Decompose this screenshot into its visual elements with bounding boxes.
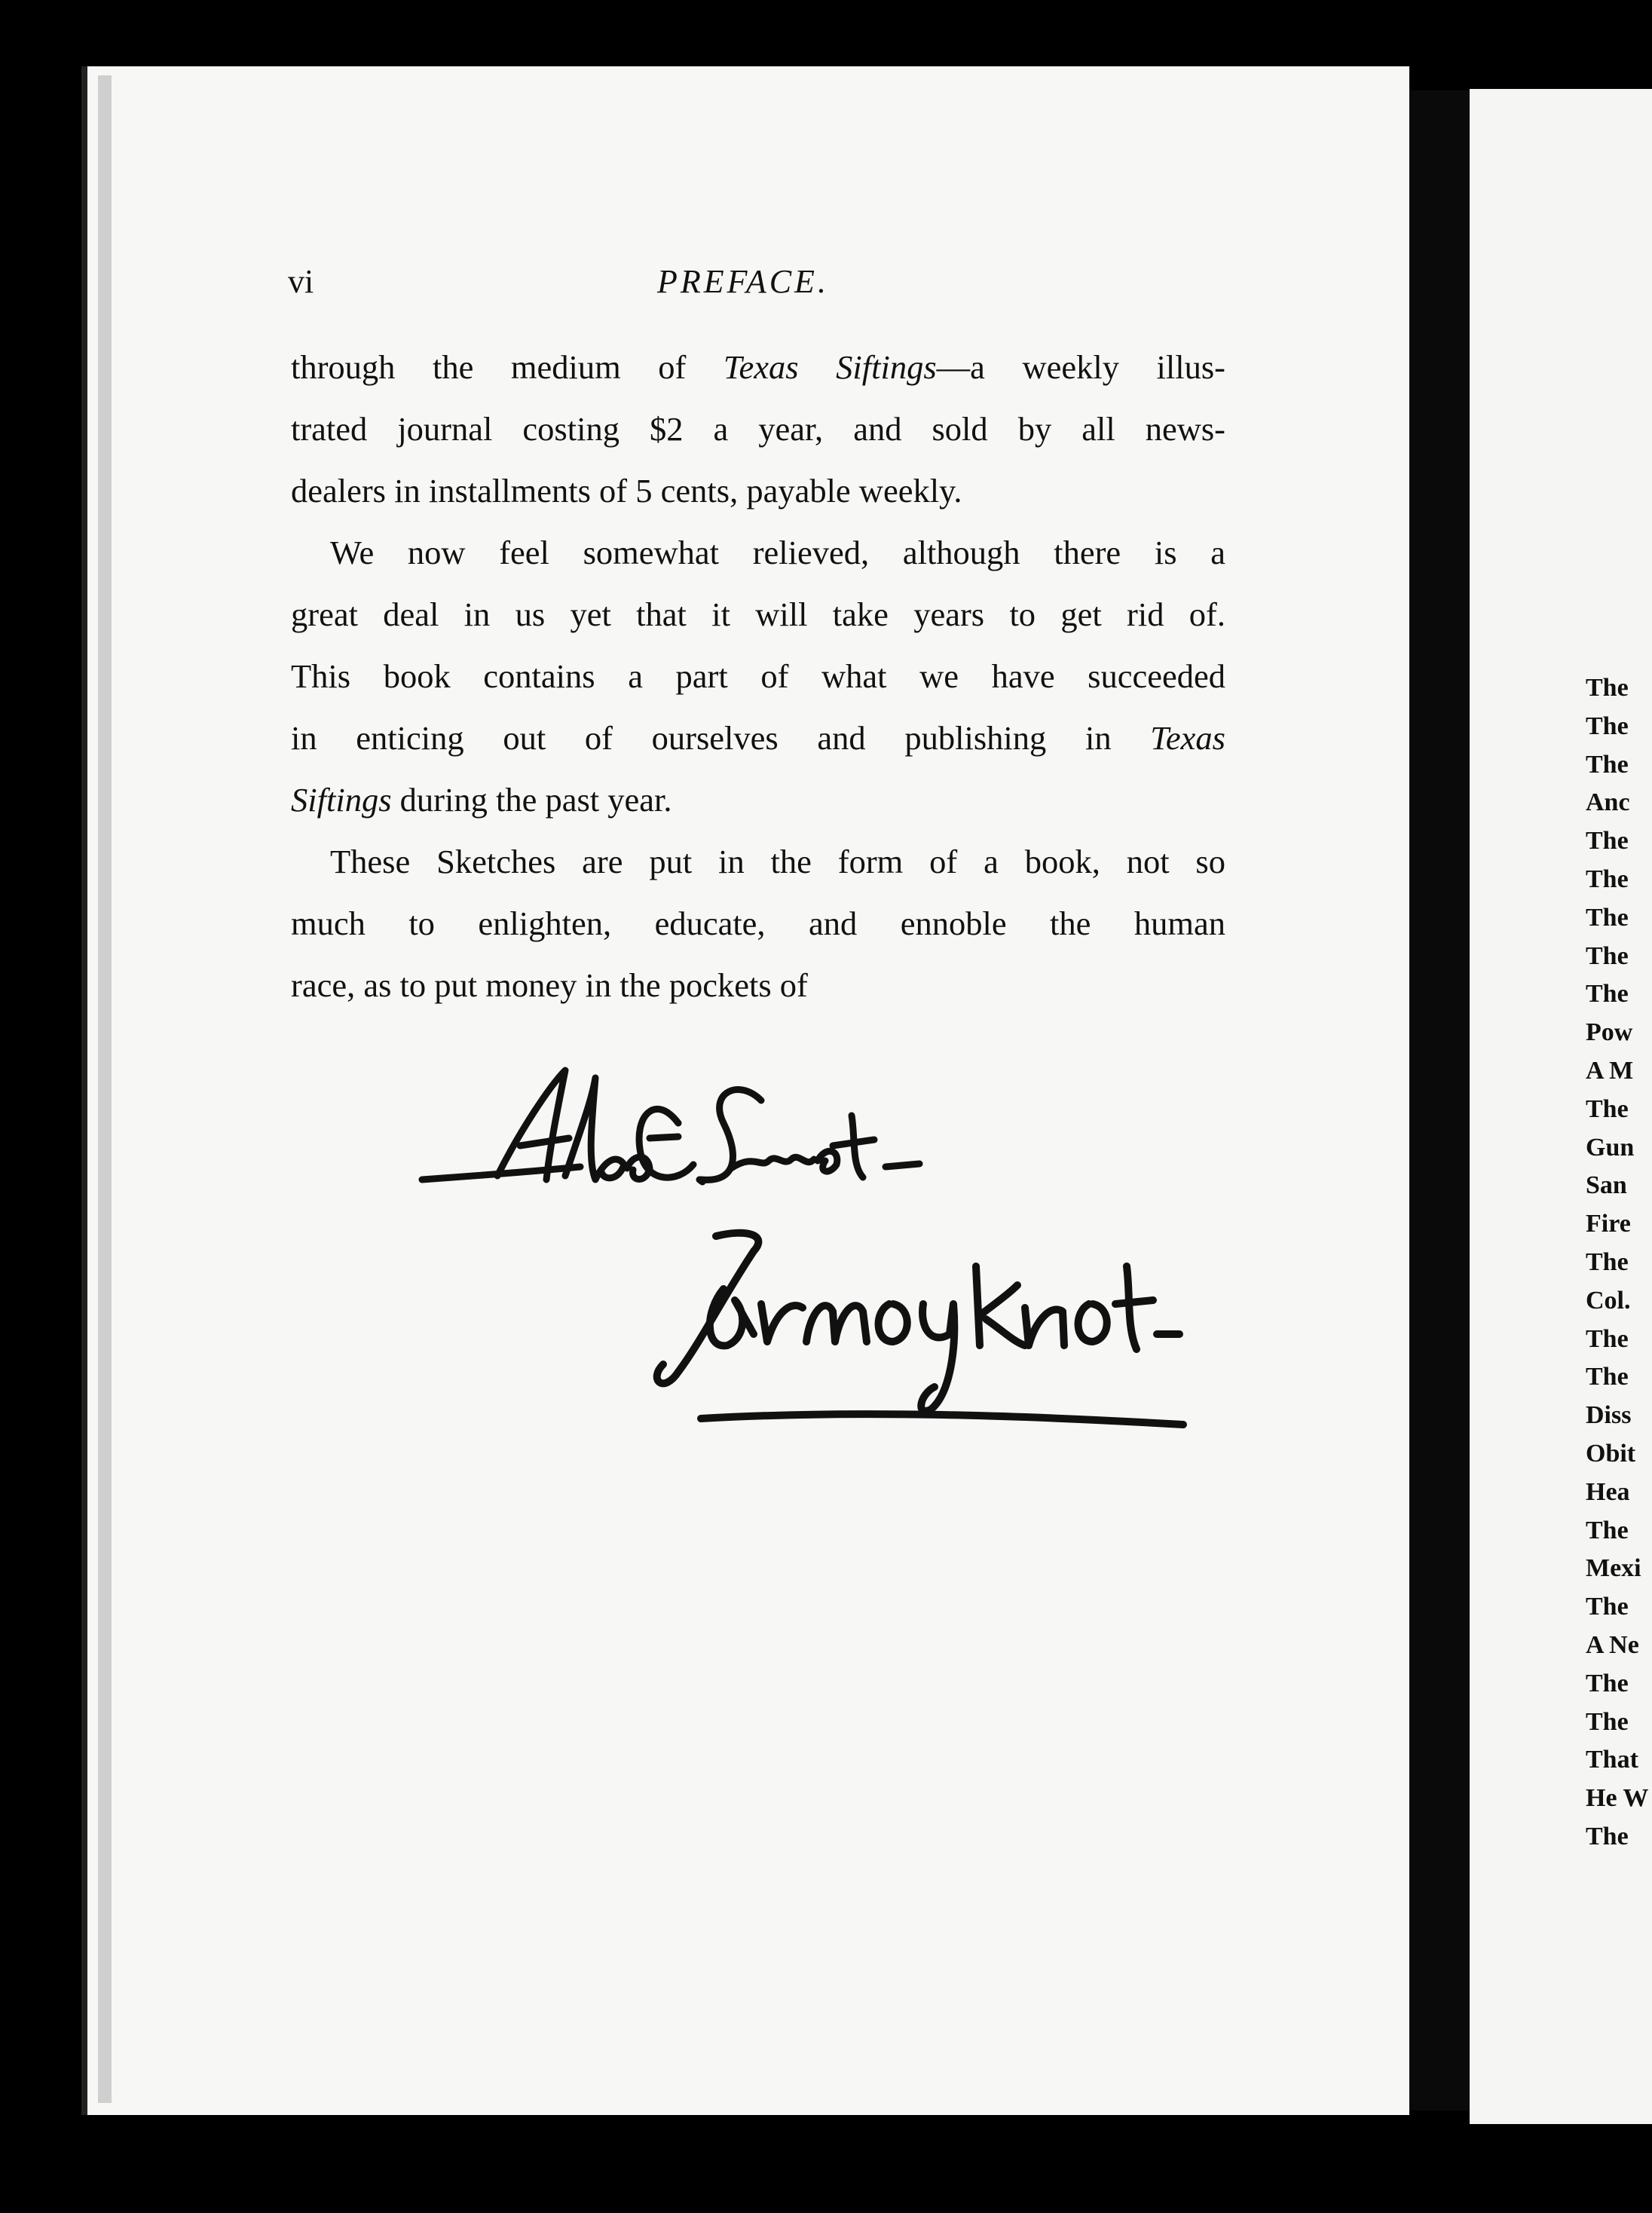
toc-entry: The: [1586, 674, 1629, 702]
toc-entry: Fire: [1586, 1210, 1631, 1238]
toc-entry: The: [1586, 1516, 1629, 1544]
text-line: We now feel somewhat relieved, although there is a: [330, 534, 1225, 571]
toc-entry: Col.: [1586, 1286, 1631, 1315]
toc-entry: The: [1586, 712, 1629, 740]
toc-entry: The: [1586, 941, 1629, 970]
text-line: much to enlighten, educate, and ennoble the human: [291, 904, 1225, 942]
toc-entry: The: [1586, 827, 1629, 856]
text-line: Siftings during the past year.: [291, 781, 672, 819]
toc-entry: The: [1586, 903, 1629, 932]
toc-entry: The: [1586, 1363, 1629, 1391]
toc-entry: The: [1586, 750, 1629, 779]
preface-text: [291, 336, 1225, 1016]
toc-entry: A M: [1586, 1056, 1634, 1085]
facing-page-toc: [1586, 669, 1648, 1856]
page-title: PREFACE.: [657, 263, 829, 300]
toc-entry: Diss: [1586, 1401, 1632, 1430]
toc-entry: He W: [1586, 1784, 1649, 1813]
signature-j-armoy-knox: [633, 1221, 1221, 1432]
toc-entry: A Ne: [1586, 1630, 1639, 1659]
text-line: These Sketches are put in the form of a book, not so: [330, 843, 1225, 880]
text-line: race, as to put money in the pockets of: [291, 966, 808, 1004]
toc-entry: Obit: [1586, 1439, 1636, 1468]
toc-entry: The: [1586, 1707, 1629, 1736]
toc-entry: San: [1586, 1171, 1627, 1200]
text-line: through the medium of Texas Siftings—a weekly illus-: [291, 348, 1225, 386]
text-line: great deal in us yet that it will take years to get rid of.: [291, 595, 1225, 633]
toc-entry: Anc: [1586, 788, 1630, 817]
toc-entry: Pow: [1586, 1018, 1633, 1047]
signature-alex-e-sweet: [407, 1040, 950, 1236]
toc-entry: Mexi: [1586, 1554, 1641, 1583]
toc-entry: That: [1586, 1746, 1638, 1774]
toc-entry: The: [1586, 1094, 1629, 1123]
text-line: in enticing out of ourselves and publishing in Texas: [291, 719, 1225, 757]
page-number: vi: [288, 263, 314, 300]
text-line: This book contains a part of what we have succeeded: [291, 657, 1225, 695]
toc-entry: The: [1586, 1324, 1629, 1353]
toc-entry: The: [1586, 865, 1629, 893]
text-line: dealers in installments of 5 cents, payable weekly.: [291, 472, 962, 510]
toc-entry: The: [1586, 1669, 1629, 1697]
page-edge: [98, 75, 112, 2103]
toc-entry: Gun: [1586, 1133, 1635, 1162]
book-gutter: [1409, 90, 1470, 2110]
toc-entry: Hea: [1586, 1477, 1630, 1506]
text-line: trated journal costing $2 a year, and sold by all news-: [291, 410, 1225, 448]
toc-entry: The: [1586, 1822, 1629, 1850]
toc-entry: The: [1586, 1593, 1629, 1621]
running-head: [288, 262, 1222, 305]
toc-entry: The: [1586, 1247, 1629, 1276]
toc-entry: The: [1586, 980, 1629, 1009]
